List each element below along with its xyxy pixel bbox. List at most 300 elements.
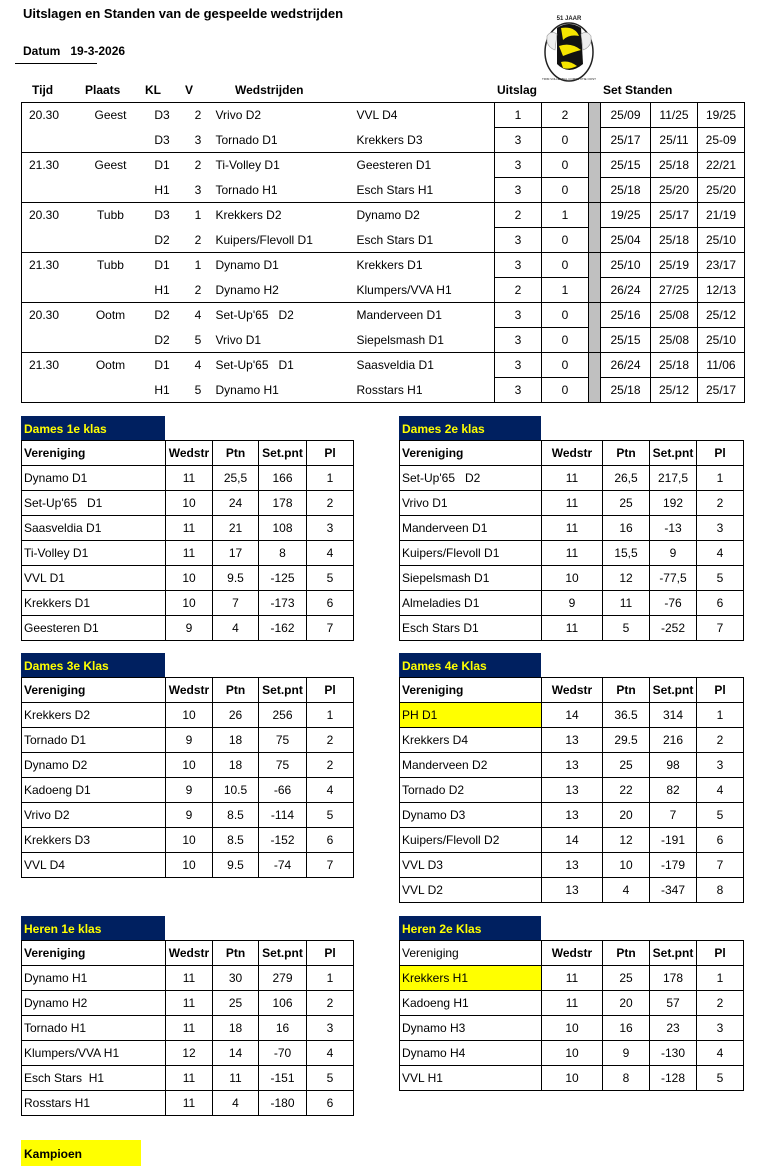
team-name: PH D1 (400, 703, 542, 728)
position: 2 (307, 753, 354, 778)
standings-row (400, 491, 744, 516)
set-score-3: 25/10 (698, 328, 745, 353)
set-score-1: 25/15 (601, 328, 651, 353)
set-points: -179 (650, 853, 697, 878)
column-header-vereniging: Vereniging (400, 441, 542, 466)
points: 10.5 (213, 778, 259, 803)
team-name: VVL D2 (400, 878, 542, 903)
set-score-3: 23/17 (698, 253, 745, 278)
team-name: Dynamo D3 (400, 803, 542, 828)
set-score-2: 25/08 (651, 303, 698, 328)
set-score-3: 25/17 (698, 378, 745, 403)
set-points: -151 (259, 1066, 307, 1091)
set-score-3: 11/06 (698, 353, 745, 378)
standings-row (22, 966, 354, 991)
standings-header-row (22, 941, 354, 966)
points: 22 (603, 778, 650, 803)
match-away-team: Dynamo D2 (355, 203, 495, 228)
team-name: Siepelsmash D1 (400, 566, 542, 591)
column-header-wedstr: Wedstr (542, 678, 603, 703)
position: 6 (697, 828, 744, 853)
match-score-away: 1 (542, 278, 589, 303)
column-header-pl: Pl (697, 441, 744, 466)
standings-row (400, 591, 744, 616)
games-played: 14 (542, 828, 603, 853)
position: 2 (697, 728, 744, 753)
match-home-team: Krekkers D2 (214, 203, 355, 228)
match-score-away: 0 (542, 328, 589, 353)
points: 20 (603, 803, 650, 828)
match-score-home: 3 (495, 253, 542, 278)
position: 2 (307, 728, 354, 753)
points: 12 (603, 828, 650, 853)
set-points: -128 (650, 1066, 697, 1091)
set-points: 75 (259, 753, 307, 778)
position: 3 (697, 1016, 744, 1041)
match-row (22, 228, 745, 253)
standings-row (22, 1041, 354, 1066)
match-place (80, 278, 142, 303)
set-points: -191 (650, 828, 697, 853)
team-name: Tornado D2 (400, 778, 542, 803)
set-points: -125 (259, 566, 307, 591)
heren-2e-klas-standings-table (399, 940, 744, 1091)
games-played: 12 (166, 1041, 213, 1066)
dames-1e-klas-title: Dames 1e klas (21, 416, 165, 440)
match-away-team: Esch Stars D1 (356, 232, 434, 247)
games-played: 9 (542, 591, 603, 616)
points: 9.5 (213, 566, 259, 591)
set-score-3: 25/12 (698, 303, 745, 328)
standings-row (22, 616, 354, 641)
team-name: Esch Stars D1 (400, 616, 542, 641)
games-played: 13 (542, 878, 603, 903)
match-place (80, 128, 142, 153)
column-header-wedstr: Wedstr (542, 441, 603, 466)
match-row (22, 178, 745, 203)
position: 2 (697, 991, 744, 1016)
position: 3 (697, 753, 744, 778)
set-points: 256 (259, 703, 307, 728)
team-name: Dynamo H4 (400, 1041, 542, 1066)
match-time (22, 328, 80, 353)
points: 4 (603, 878, 650, 903)
standings-row (22, 541, 354, 566)
points: 25 (603, 966, 650, 991)
match-away-team: Klumpers/VVA H1 (356, 282, 452, 297)
standings-row (400, 541, 744, 566)
set-score-1: 19/25 (601, 203, 651, 228)
match-row (22, 328, 745, 353)
standings-row (400, 778, 744, 803)
match-time (22, 128, 80, 153)
heren-2e-klas-title: Heren 2e Klas (399, 916, 541, 940)
column-header-setpnt: Set.pnt (650, 941, 697, 966)
games-played: 13 (542, 753, 603, 778)
set-score-1: 25/16 (601, 303, 651, 328)
games-played: 11 (166, 516, 213, 541)
team-name: Vrivo D2 (22, 803, 166, 828)
grey-separator (589, 303, 601, 328)
standings-row (400, 616, 744, 641)
team-name: Dynamo H1 (22, 966, 166, 991)
match-score-away: 0 (542, 178, 589, 203)
match-score-home: 3 (495, 328, 542, 353)
match-row (22, 103, 745, 128)
position: 7 (697, 616, 744, 641)
games-played: 10 (166, 703, 213, 728)
match-place: Ootm (80, 303, 142, 328)
position: 6 (307, 828, 354, 853)
standings-row (400, 516, 744, 541)
games-played: 10 (166, 828, 213, 853)
match-home-team: Set-Up'65 D1 (214, 353, 355, 378)
match-score-away: 0 (542, 153, 589, 178)
match-field: 4 (183, 353, 214, 378)
club-logo-icon (535, 6, 603, 86)
standings-row (22, 703, 354, 728)
grey-separator (589, 253, 601, 278)
set-points: 192 (650, 491, 697, 516)
match-score-away: 2 (542, 103, 589, 128)
set-points: -173 (259, 591, 307, 616)
set-score-3: 25-09 (698, 128, 745, 153)
match-place (80, 178, 142, 203)
match-class: D2 (154, 332, 170, 347)
match-score-away: 0 (542, 253, 589, 278)
set-score-3: 21/19 (698, 203, 745, 228)
games-played: 11 (166, 541, 213, 566)
games-played: 11 (166, 1066, 213, 1091)
match-class: H1 (154, 282, 170, 297)
column-header-wedstr: Wedstr (542, 941, 603, 966)
points: 4 (213, 616, 259, 641)
set-points: -66 (259, 778, 307, 803)
match-score-away: 0 (542, 303, 589, 328)
team-name: Saasveldia D1 (22, 516, 166, 541)
grey-separator (589, 328, 601, 353)
points: 25 (603, 491, 650, 516)
set-points: 217,5 (650, 466, 697, 491)
position: 5 (307, 803, 354, 828)
team-name: Geesteren D1 (22, 616, 166, 641)
match-field: 2 (183, 153, 214, 178)
position: 5 (697, 803, 744, 828)
set-score-1: 25/10 (601, 253, 651, 278)
points: 5 (603, 616, 650, 641)
standings-row (22, 828, 354, 853)
match-away-team: Geesteren D1 (355, 153, 495, 178)
set-score-2: 25/17 (651, 203, 698, 228)
position: 3 (307, 1016, 354, 1041)
position: 6 (307, 591, 354, 616)
games-played: 9 (166, 803, 213, 828)
games-played: 10 (542, 566, 603, 591)
set-score-1: 26/24 (601, 353, 651, 378)
match-home-team: Dynamo H1 (215, 382, 279, 397)
standings-row (22, 591, 354, 616)
position: 5 (307, 566, 354, 591)
games-played: 13 (542, 778, 603, 803)
points: 26 (213, 703, 259, 728)
team-name: Set-Up'65 D1 (22, 491, 166, 516)
match-score-home: 1 (495, 103, 542, 128)
team-name: Dynamo H3 (400, 1016, 542, 1041)
match-place: Tubb (80, 253, 142, 278)
match-home-team: Vrivo D2 (215, 108, 262, 123)
standings-row (22, 991, 354, 1016)
set-score-1: 25/17 (601, 128, 651, 153)
standings-row (22, 728, 354, 753)
position: 4 (307, 778, 354, 803)
standings-row (400, 1041, 744, 1066)
column-header-vereniging: Vereniging (400, 678, 542, 703)
match-class: D2 (142, 303, 183, 328)
column-header-setpnt: Set.pnt (259, 941, 307, 966)
set-score-1: 25/18 (601, 178, 651, 203)
match-field: 1 (183, 203, 214, 228)
standings-row (400, 878, 744, 903)
set-points: -76 (650, 591, 697, 616)
games-played: 11 (542, 466, 603, 491)
games-played: 11 (166, 966, 213, 991)
position: 3 (697, 516, 744, 541)
match-class: D1 (142, 153, 183, 178)
points: 20 (603, 991, 650, 1016)
column-header-pl: Pl (697, 678, 744, 703)
points: 8.5 (213, 803, 259, 828)
standings-row (22, 1091, 354, 1116)
team-name: Dynamo H2 (22, 991, 166, 1016)
standings-header-row (400, 441, 744, 466)
match-score-home: 3 (495, 228, 542, 253)
standings-row (400, 703, 744, 728)
set-points: 314 (650, 703, 697, 728)
games-played: 11 (166, 991, 213, 1016)
set-points: 82 (650, 778, 697, 803)
points: 7 (213, 591, 259, 616)
set-points: 98 (650, 753, 697, 778)
match-class: H1 (154, 382, 170, 397)
match-time (22, 278, 80, 303)
set-score-2: 25/12 (651, 378, 698, 403)
games-played: 10 (166, 491, 213, 516)
column-header-setpnt: Set.pnt (259, 678, 307, 703)
points: 9 (603, 1041, 650, 1066)
set-score-2: 25/18 (651, 353, 698, 378)
team-name: VVL D4 (22, 853, 166, 878)
points: 10 (603, 853, 650, 878)
grey-separator (589, 378, 601, 403)
match-row (22, 128, 745, 153)
match-class: D1 (142, 253, 183, 278)
standings-row (400, 1066, 744, 1091)
position: 3 (307, 516, 354, 541)
match-field: 2 (194, 282, 202, 297)
team-name: Vrivo D1 (400, 491, 542, 516)
games-played: 10 (166, 566, 213, 591)
svg-text:51 JAAR: 51 JAAR (556, 16, 582, 22)
position: 2 (307, 491, 354, 516)
column-header-ptn: Ptn (603, 941, 650, 966)
grey-separator (589, 128, 601, 153)
set-points: 178 (650, 966, 697, 991)
match-score-home: 3 (495, 153, 542, 178)
games-played: 11 (166, 1016, 213, 1041)
standings-row (22, 853, 354, 878)
set-points: -130 (650, 1041, 697, 1066)
points: 18 (213, 753, 259, 778)
match-score-home: 2 (495, 278, 542, 303)
team-name: Krekkers H1 (400, 966, 542, 991)
games-played: 10 (542, 1066, 603, 1091)
match-away-team: Siepelsmash D1 (356, 332, 444, 347)
set-points: -252 (650, 616, 697, 641)
set-score-1: 25/15 (601, 153, 651, 178)
column-header-wedstr: Wedstr (166, 941, 213, 966)
column-header-ptn: Ptn (603, 678, 650, 703)
match-row (22, 153, 745, 178)
games-played: 10 (166, 591, 213, 616)
position: 1 (307, 703, 354, 728)
match-away-team: Esch Stars H1 (356, 182, 434, 197)
set-points: -347 (650, 878, 697, 903)
set-points: 108 (259, 516, 307, 541)
set-points: 8 (259, 541, 307, 566)
match-results-table (21, 102, 745, 403)
match-time: 21.30 (22, 153, 80, 178)
standings-row (400, 753, 744, 778)
grey-separator (589, 353, 601, 378)
column-header-pl: Pl (307, 678, 354, 703)
position: 4 (307, 1041, 354, 1066)
set-points: -70 (259, 1041, 307, 1066)
set-score-2: 25/19 (651, 253, 698, 278)
match-place: Tubb (80, 203, 142, 228)
match-class: D3 (142, 203, 183, 228)
match-home-team: Ti-Volley D1 (214, 153, 355, 178)
standings-header-row (22, 678, 354, 703)
match-field: 3 (194, 132, 202, 147)
match-away-team: Krekkers D1 (355, 253, 495, 278)
column-header-ptn: Ptn (603, 441, 650, 466)
match-class: D3 (154, 132, 170, 147)
page-title: Uitslagen en Standen van de gespeelde wedstrijden (23, 6, 344, 21)
standings-row (22, 566, 354, 591)
match-score-home: 3 (495, 353, 542, 378)
team-name: Krekkers D4 (400, 728, 542, 753)
points: 14 (213, 1041, 259, 1066)
points: 25 (603, 753, 650, 778)
position: 1 (307, 966, 354, 991)
standings-row (22, 466, 354, 491)
position: 1 (697, 703, 744, 728)
column-header-pl: Pl (307, 441, 354, 466)
standings-row (22, 1066, 354, 1091)
match-home-team: Tornado H1 (215, 182, 278, 197)
grey-separator (589, 278, 601, 303)
set-points: 75 (259, 728, 307, 753)
team-name: Krekkers D1 (22, 591, 166, 616)
set-score-3: 22/21 (698, 153, 745, 178)
set-score-2: 11/25 (651, 103, 698, 128)
set-points: 23 (650, 1016, 697, 1041)
match-score-home: 3 (495, 303, 542, 328)
games-played: 13 (542, 803, 603, 828)
match-home-team: Kuipers/Flevoll D1 (215, 232, 313, 247)
set-points: -74 (259, 853, 307, 878)
match-row (22, 253, 745, 278)
match-away-team: VVL D4 (356, 108, 398, 123)
set-points: -13 (650, 516, 697, 541)
standings-row (22, 803, 354, 828)
column-header-vereniging: Vereniging (22, 441, 166, 466)
games-played: 9 (166, 778, 213, 803)
match-time: 21.30 (22, 253, 80, 278)
match-time (22, 378, 80, 403)
column-header-vereniging: Vereniging (22, 678, 166, 703)
team-name: Manderveen D2 (400, 753, 542, 778)
position: 1 (697, 966, 744, 991)
match-score-home: 2 (495, 203, 542, 228)
team-name: Kuipers/Flevoll D2 (400, 828, 542, 853)
position: 5 (697, 566, 744, 591)
team-name: Tornado D1 (22, 728, 166, 753)
match-score-away: 0 (542, 353, 589, 378)
standings-row (400, 853, 744, 878)
match-row (22, 278, 745, 303)
games-played: 11 (542, 991, 603, 1016)
games-played: 13 (542, 728, 603, 753)
column-header-setpnt: Set.pnt (259, 441, 307, 466)
match-field: 5 (194, 332, 202, 347)
points: 9.5 (213, 853, 259, 878)
set-points: -77,5 (650, 566, 697, 591)
column-header-ptn: Ptn (213, 441, 259, 466)
team-name: Almeladies D1 (400, 591, 542, 616)
team-name: Esch Stars H1 (22, 1066, 166, 1091)
games-played: 10 (542, 1016, 603, 1041)
team-name: Klumpers/VVA H1 (22, 1041, 166, 1066)
games-played: 10 (166, 753, 213, 778)
games-played: 11 (542, 616, 603, 641)
team-name: Dynamo D2 (22, 753, 166, 778)
match-score-away: 0 (542, 378, 589, 403)
team-name: Kadoeng D1 (22, 778, 166, 803)
column-header-vereniging: Vereniging (400, 941, 542, 966)
match-home-team: Set-Up'65 D2 (214, 303, 355, 328)
set-score-2: 27/25 (651, 278, 698, 303)
points: 25 (213, 991, 259, 1016)
set-score-2: 25/18 (651, 228, 698, 253)
standings-row (400, 966, 744, 991)
position: 7 (697, 853, 744, 878)
match-time: 20.30 (22, 303, 80, 328)
games-played: 11 (166, 1091, 213, 1116)
standings-row (400, 566, 744, 591)
grey-separator (589, 178, 601, 203)
points: 8 (603, 1066, 650, 1091)
standings-row (22, 516, 354, 541)
match-place: Ootm (80, 353, 142, 378)
match-away-team: Manderveen D1 (355, 303, 495, 328)
datum-value: 19-3-2026 (70, 44, 126, 58)
match-score-away: 0 (542, 228, 589, 253)
standings-row (22, 778, 354, 803)
points: 30 (213, 966, 259, 991)
games-played: 10 (542, 1041, 603, 1066)
match-time: 21.30 (22, 353, 80, 378)
